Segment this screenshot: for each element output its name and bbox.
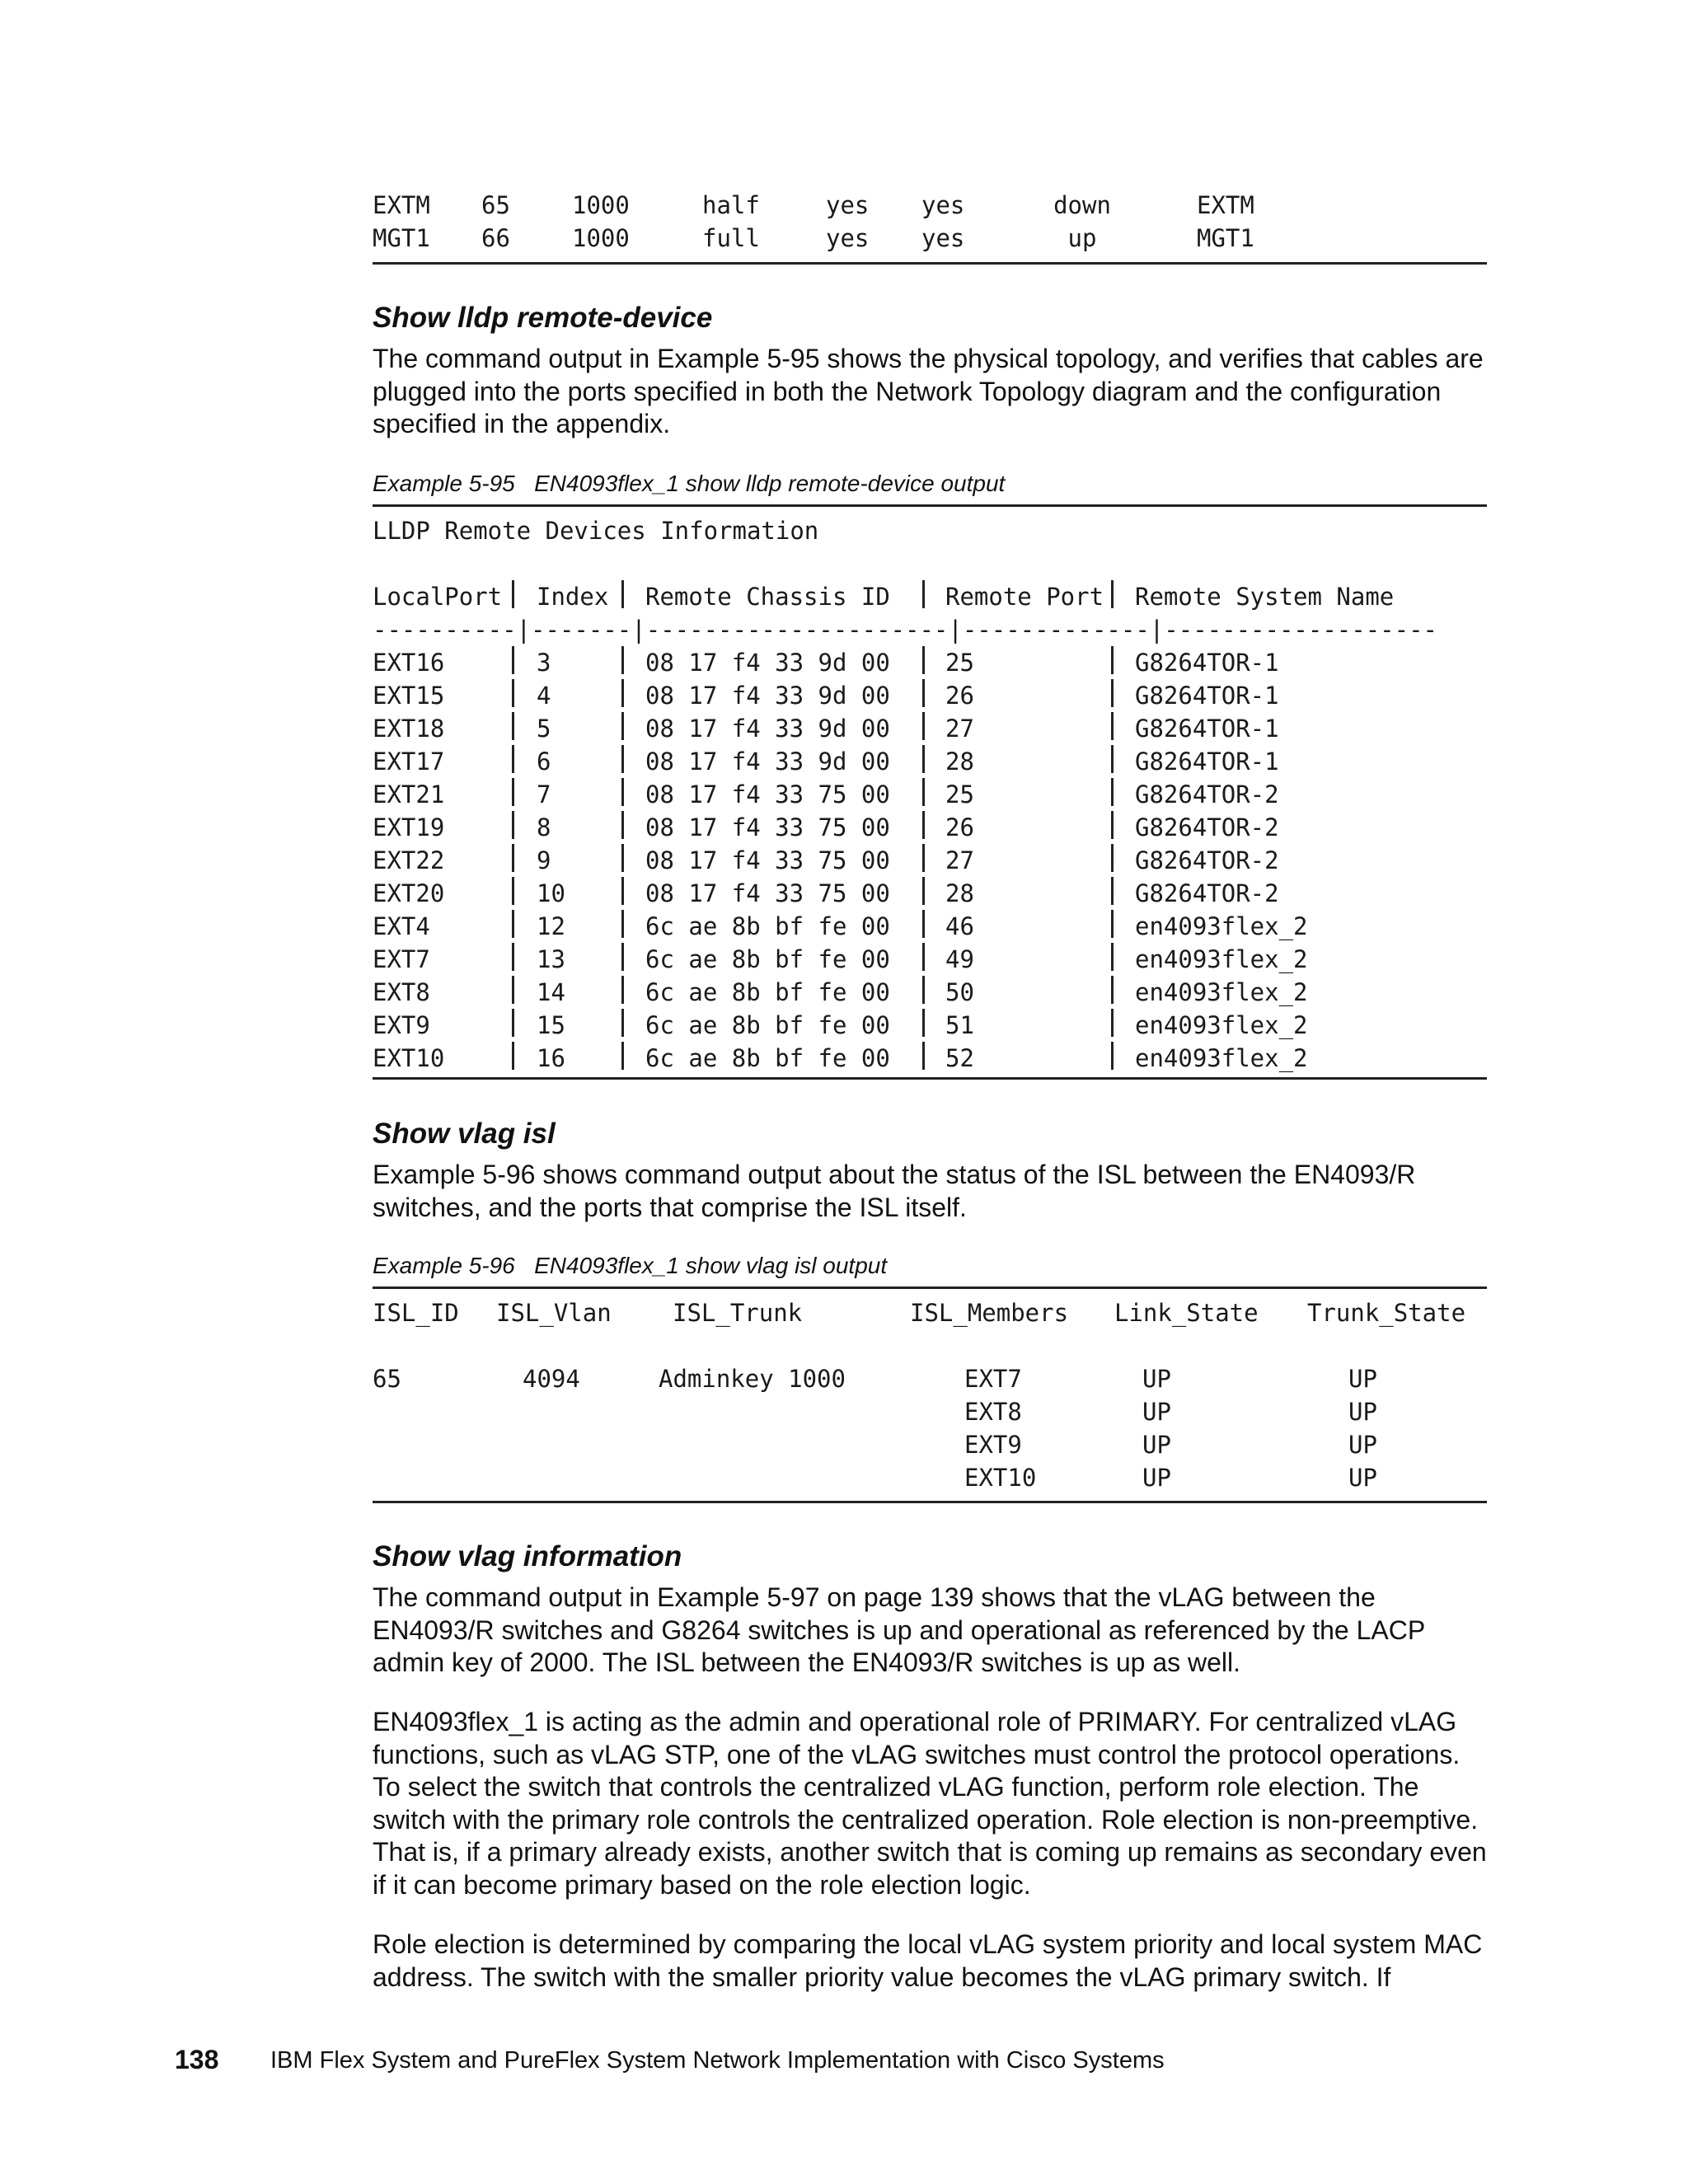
table-cell: UP xyxy=(1348,1365,1377,1393)
table-cell: 28 xyxy=(945,879,974,907)
table-cell: 08 17 f4 33 75 00 xyxy=(645,879,890,907)
table-cell: UP xyxy=(1142,1365,1171,1393)
running-footer-title: IBM Flex System and PureFlex System Network Implementation with Cisco Systems xyxy=(270,2047,1165,2074)
example-caption-5-95: Example 5-95 EN4093flex_1 show lldp remote-device output xyxy=(373,471,1006,496)
table-cell: 08 17 f4 33 9d 00 xyxy=(645,682,890,710)
table-row xyxy=(373,646,1487,679)
column-divider xyxy=(512,1042,514,1070)
table-cell: 14 xyxy=(537,978,565,1006)
table-cell: 6c ae 8b bf fe 00 xyxy=(645,978,890,1006)
table-cell: UP xyxy=(1348,1431,1377,1459)
table-row xyxy=(373,745,1487,778)
column-header: Trunk_State xyxy=(1307,1299,1466,1327)
table-cell: EXT10 xyxy=(964,1464,1037,1492)
column-divider xyxy=(621,679,624,707)
column-header: Remote System Name xyxy=(1135,583,1395,611)
table-cell: EXT4 xyxy=(373,912,430,940)
column-divider xyxy=(922,811,925,839)
column-divider xyxy=(1111,778,1114,806)
table-cell: 66 xyxy=(481,224,510,252)
section-heading-vlag: Show vlag information xyxy=(373,1540,682,1572)
column-divider xyxy=(922,910,925,938)
column-divider xyxy=(621,646,624,674)
column-divider xyxy=(512,679,514,707)
table-cell: 10 xyxy=(537,879,565,907)
table-cell: EXT15 xyxy=(373,682,445,710)
table-cell: down xyxy=(1053,191,1111,219)
column-divider xyxy=(1111,745,1114,773)
table-cell: 6c ae 8b bf fe 00 xyxy=(645,1011,890,1039)
table-cell: 50 xyxy=(945,978,974,1006)
table-cell: up xyxy=(1067,224,1097,252)
table-cell: en4093flex_2 xyxy=(1135,912,1308,940)
table-cell: EXTM xyxy=(1197,191,1254,219)
column-divider xyxy=(621,1042,624,1070)
column-divider xyxy=(1111,943,1114,971)
table-cell: EXT18 xyxy=(373,715,445,743)
isl-row xyxy=(373,1461,1487,1494)
table-cell: EXT22 xyxy=(373,846,445,874)
table-row xyxy=(373,189,1487,222)
column-divider xyxy=(922,1042,925,1070)
column-header: Link_State xyxy=(1114,1299,1259,1327)
isl-row xyxy=(373,1362,1487,1395)
table-cell: G8264TOR-2 xyxy=(1135,846,1279,874)
table-row xyxy=(373,712,1487,745)
table-cell: G8264TOR-1 xyxy=(1135,715,1279,743)
table-cell: EXT9 xyxy=(964,1431,1022,1459)
column-divider xyxy=(621,976,624,1004)
column-divider xyxy=(512,943,514,971)
table-cell: EXT8 xyxy=(964,1398,1022,1426)
vlag-paragraph-2: EN4093flex_1 is acting as the admin and operational role of PRIMARY. For centralized vLAG functions, such as vLAG STP, one of the vLAG switches must control the protocol operations. To select the switch that controls the centralized vLAG function, perform role election. The switch with the primary role controls the centralized operation. Role election is non-preemptive. That is, if a primary already exists, another switch that is coming up remains as secondary even if it can become primary based on the role election logic. xyxy=(373,1707,1487,1900)
column-divider xyxy=(621,910,624,938)
divider xyxy=(373,1286,1487,1289)
table-cell: 51 xyxy=(945,1011,974,1039)
blank-line xyxy=(373,1329,1487,1362)
column-header: Index xyxy=(537,583,609,611)
isl-output xyxy=(373,1296,1487,1494)
table-cell: 49 xyxy=(945,945,974,973)
table-cell: 26 xyxy=(945,682,974,710)
lldp-separator-row: ----------|-------|---------------------|-------------|------------------- xyxy=(373,616,1438,644)
column-header: ISL_Vlan xyxy=(496,1299,612,1327)
example-caption-5-96: Example 5-96 EN4093flex_1 show vlag isl output xyxy=(373,1253,888,1278)
column-divider xyxy=(1111,844,1114,872)
isl-row xyxy=(373,1395,1487,1428)
column-divider xyxy=(922,877,925,905)
table-cell: EXT9 xyxy=(373,1011,430,1039)
vlag-paragraph-3: Role election is determined by comparing the local vLAG system priority and local system MAC address. The switch with the smaller priority value becomes the vLAG primary switch. If xyxy=(373,1929,1483,1992)
column-divider xyxy=(1111,811,1114,839)
column-divider xyxy=(512,811,514,839)
table-row xyxy=(373,679,1487,712)
table-cell: 08 17 f4 33 9d 00 xyxy=(645,748,890,776)
column-divider xyxy=(512,778,514,806)
vlag-paragraph-1: The command output in Example 5-97 on page 139 shows that the vLAG between the EN4093/R switches and G8264 switches is up and operational as referenced by the LACP admin key of 2000. The ISL between the EN4093/R switches is up as well. xyxy=(373,1582,1425,1677)
table-cell: 6 xyxy=(537,748,551,776)
isl-vlan: 4094 xyxy=(523,1365,580,1393)
table-row xyxy=(373,778,1487,811)
table-cell: half xyxy=(702,191,760,219)
table-cell: 6c ae 8b bf fe 00 xyxy=(645,945,890,973)
table-cell: 26 xyxy=(945,813,974,841)
table-cell: 4 xyxy=(537,682,551,710)
column-divider xyxy=(512,976,514,1004)
column-divider xyxy=(621,1009,624,1037)
column-divider xyxy=(1111,976,1114,1004)
table-cell: UP xyxy=(1142,1464,1171,1492)
section-heading-isl: Show vlag isl xyxy=(373,1118,556,1150)
table-cell: UP xyxy=(1142,1398,1171,1426)
table-cell: 08 17 f4 33 9d 00 xyxy=(645,649,890,677)
column-divider xyxy=(621,844,624,872)
table-row xyxy=(373,844,1487,877)
column-divider xyxy=(922,580,925,608)
column-divider xyxy=(621,580,624,608)
column-divider xyxy=(922,646,925,674)
table-cell: 16 xyxy=(537,1044,565,1072)
column-divider xyxy=(512,745,514,773)
column-header: ISL_ID xyxy=(373,1299,459,1327)
table-cell: EXT21 xyxy=(373,780,445,808)
isl-paragraph: Example 5-96 shows command output about the status of the ISL between the EN4093/R switches, and the ports that comprise the ISL itself. xyxy=(373,1160,1416,1222)
column-header: LocalPort xyxy=(373,583,503,611)
table-cell: G8264TOR-2 xyxy=(1135,780,1279,808)
column-divider xyxy=(1111,1042,1114,1070)
table-cell: UP xyxy=(1348,1398,1377,1426)
table-cell: G8264TOR-1 xyxy=(1135,682,1279,710)
lldp-header-row xyxy=(373,580,1487,613)
column-divider xyxy=(1111,712,1114,740)
table-cell: 3 xyxy=(537,649,551,677)
table-cell: G8264TOR-1 xyxy=(1135,649,1279,677)
table-cell: 25 xyxy=(945,780,974,808)
column-divider xyxy=(621,877,624,905)
column-divider xyxy=(1111,679,1114,707)
table-cell: EXT17 xyxy=(373,748,445,776)
table-cell: 27 xyxy=(945,846,974,874)
table-cell: G8264TOR-2 xyxy=(1135,879,1279,907)
divider xyxy=(373,1501,1487,1503)
table-cell: 6c ae 8b bf fe 00 xyxy=(645,1044,890,1072)
table-cell: yes xyxy=(826,224,870,252)
column-divider xyxy=(512,712,514,740)
table-cell: EXTM xyxy=(373,191,430,219)
divider xyxy=(373,262,1487,265)
column-divider xyxy=(512,646,514,674)
table-cell: 65 xyxy=(481,191,510,219)
table-row xyxy=(373,910,1487,943)
table-cell: 08 17 f4 33 75 00 xyxy=(645,813,890,841)
table-cell: MGT1 xyxy=(1197,224,1254,252)
table-cell: 9 xyxy=(537,846,551,874)
column-divider xyxy=(922,679,925,707)
column-divider xyxy=(922,712,925,740)
table-cell: 52 xyxy=(945,1044,974,1072)
section-heading-lldp: Show lldp remote-device xyxy=(373,302,713,334)
column-divider xyxy=(621,712,624,740)
column-divider xyxy=(1111,580,1114,608)
lldp-rows xyxy=(373,646,1487,1075)
table-cell: 7 xyxy=(537,780,551,808)
table-row xyxy=(373,943,1487,976)
lldp-output xyxy=(373,514,1487,1075)
lldp-title-line: LLDP Remote Devices Information xyxy=(373,517,819,545)
column-header: Remote Port xyxy=(945,583,1104,611)
table-cell: yes xyxy=(826,191,870,219)
table-cell: EXT10 xyxy=(373,1044,445,1072)
column-divider xyxy=(922,844,925,872)
table-cell: 08 17 f4 33 75 00 xyxy=(645,780,890,808)
table-cell: en4093flex_2 xyxy=(1135,1011,1308,1039)
column-divider xyxy=(621,778,624,806)
column-divider xyxy=(922,1009,925,1037)
column-divider xyxy=(1111,1009,1114,1037)
isl-trunk: Adminkey 1000 xyxy=(659,1365,846,1393)
table-cell: EXT19 xyxy=(373,813,445,841)
column-divider xyxy=(922,943,925,971)
table-cell: G8264TOR-1 xyxy=(1135,748,1279,776)
table-row xyxy=(373,1042,1487,1075)
port-status-table xyxy=(373,189,1487,255)
table-cell: EXT7 xyxy=(964,1365,1022,1393)
column-divider xyxy=(1111,910,1114,938)
column-divider xyxy=(922,745,925,773)
table-cell: 08 17 f4 33 9d 00 xyxy=(645,715,890,743)
table-cell: en4093flex_2 xyxy=(1135,1044,1308,1072)
table-cell: yes xyxy=(921,224,965,252)
column-header: Remote Chassis ID xyxy=(645,583,890,611)
column-divider xyxy=(621,745,624,773)
table-row xyxy=(373,222,1487,255)
isl-row xyxy=(373,1428,1487,1461)
table-cell: en4093flex_2 xyxy=(1135,978,1308,1006)
table-cell: MGT1 xyxy=(373,224,430,252)
table-row xyxy=(373,811,1487,844)
table-cell: yes xyxy=(921,191,965,219)
column-header: ISL_Members xyxy=(910,1299,1069,1327)
table-cell: 6c ae 8b bf fe 00 xyxy=(645,912,890,940)
column-divider xyxy=(512,910,514,938)
table-cell: EXT7 xyxy=(373,945,430,973)
table-cell: 27 xyxy=(945,715,974,743)
column-divider xyxy=(922,778,925,806)
table-cell: full xyxy=(702,224,760,252)
table-cell: 46 xyxy=(945,912,974,940)
table-cell: 25 xyxy=(945,649,974,677)
column-divider xyxy=(512,580,514,608)
table-row xyxy=(373,877,1487,910)
table-cell: 5 xyxy=(537,715,551,743)
isl-id: 65 xyxy=(373,1365,401,1393)
table-cell: 12 xyxy=(537,912,565,940)
column-divider xyxy=(1111,877,1114,905)
table-cell: en4093flex_2 xyxy=(1135,945,1308,973)
table-cell: UP xyxy=(1142,1431,1171,1459)
table-cell: G8264TOR-2 xyxy=(1135,813,1279,841)
table-cell: 08 17 f4 33 75 00 xyxy=(645,846,890,874)
column-divider xyxy=(512,844,514,872)
column-divider xyxy=(1111,646,1114,674)
column-divider xyxy=(621,943,624,971)
table-cell: EXT20 xyxy=(373,879,445,907)
lldp-paragraph: The command output in Example 5-95 shows the physical topology, and verifies that cables are plugged into the ports specified in both the Network Topology diagram and the configuration specified in the appendix. xyxy=(373,344,1484,438)
table-row xyxy=(373,976,1487,1009)
table-cell: 13 xyxy=(537,945,565,973)
table-cell: 15 xyxy=(537,1011,565,1039)
column-divider xyxy=(512,1009,514,1037)
column-divider xyxy=(621,811,624,839)
column-divider xyxy=(512,877,514,905)
table-cell: 28 xyxy=(945,748,974,776)
divider xyxy=(373,504,1487,507)
table-cell: EXT16 xyxy=(373,649,445,677)
table-cell: 1000 xyxy=(572,224,630,252)
divider xyxy=(373,1077,1487,1080)
column-header: ISL_Trunk xyxy=(673,1299,803,1327)
table-cell: UP xyxy=(1348,1464,1377,1492)
table-cell: 8 xyxy=(537,813,551,841)
isl-header-row xyxy=(373,1296,1487,1329)
table-row xyxy=(373,1009,1487,1042)
column-divider xyxy=(922,976,925,1004)
page-number: 138 xyxy=(175,2045,219,2074)
table-cell: 1000 xyxy=(572,191,630,219)
table-cell: EXT8 xyxy=(373,978,430,1006)
